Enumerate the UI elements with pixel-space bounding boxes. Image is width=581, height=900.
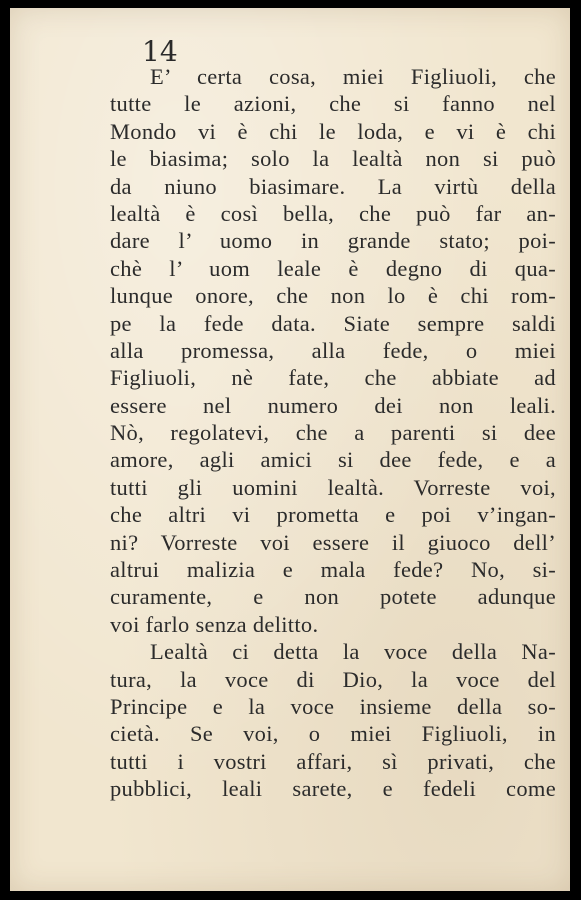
- book-page: [10, 8, 570, 891]
- text-line: ni? Vorreste voi essere il giuoco dell’: [110, 529, 556, 555]
- text-line: chè l’ uom leale è degno di qua-: [110, 255, 556, 281]
- text-line: pe la fede data. Siate sempre saldi: [110, 310, 556, 336]
- text-line: tutti i vostri affari, sì privati, che: [110, 748, 556, 774]
- text-line: voi farlo senza delitto.: [110, 611, 319, 637]
- text-line: lealtà è così bella, che può far an-: [110, 200, 556, 226]
- text-line: alla promessa, alla fede, o miei: [110, 337, 556, 363]
- text-line: tutte le azioni, che si fanno nel: [110, 91, 556, 117]
- text-line: tutti gli uomini lealtà. Vorreste voi,: [110, 474, 556, 500]
- text-line: dare l’ uomo in grande stato; poi-: [110, 228, 556, 254]
- page-number: 14: [142, 35, 178, 68]
- text-line: che altri vi prometta e poi v’ingan-: [110, 502, 556, 528]
- body-text: [110, 63, 556, 803]
- text-line: da niuno biasimare. La virtù della: [110, 173, 556, 199]
- text-line: curamente, e non potete adunque: [110, 584, 556, 610]
- text-line: E’ certa cosa, miei Figliuoli, che: [150, 64, 556, 89]
- text-line: Nò, regolatevi, che a parenti si dee: [110, 420, 556, 446]
- text-line: pubblici, leali sarete, e fedeli come: [110, 776, 556, 802]
- text-line: amore, agli amici si dee fede, e a: [110, 447, 556, 473]
- text-line: Principe e la voce insieme della so-: [110, 693, 556, 719]
- text-line: le biasima; solo la lealtà non si può: [110, 146, 556, 172]
- text-line: lunque onore, che non lo è chi rom-: [110, 283, 556, 309]
- text-line: Figliuoli, nè fate, che abbiate ad: [110, 365, 556, 391]
- text-line: Mondo vi è chi le loda, e vi è chi: [110, 118, 556, 144]
- text-line: tura, la voce di Dio, la voce del: [110, 666, 556, 692]
- text-line: Lealtà ci detta la voce della Na-: [150, 639, 556, 665]
- text-line: essere nel numero dei non leali.: [110, 392, 556, 418]
- text-line: cietà. Se voi, o miei Figliuoli, in: [110, 721, 556, 747]
- text-line: altrui malizia e mala fede? No, si-: [110, 557, 556, 583]
